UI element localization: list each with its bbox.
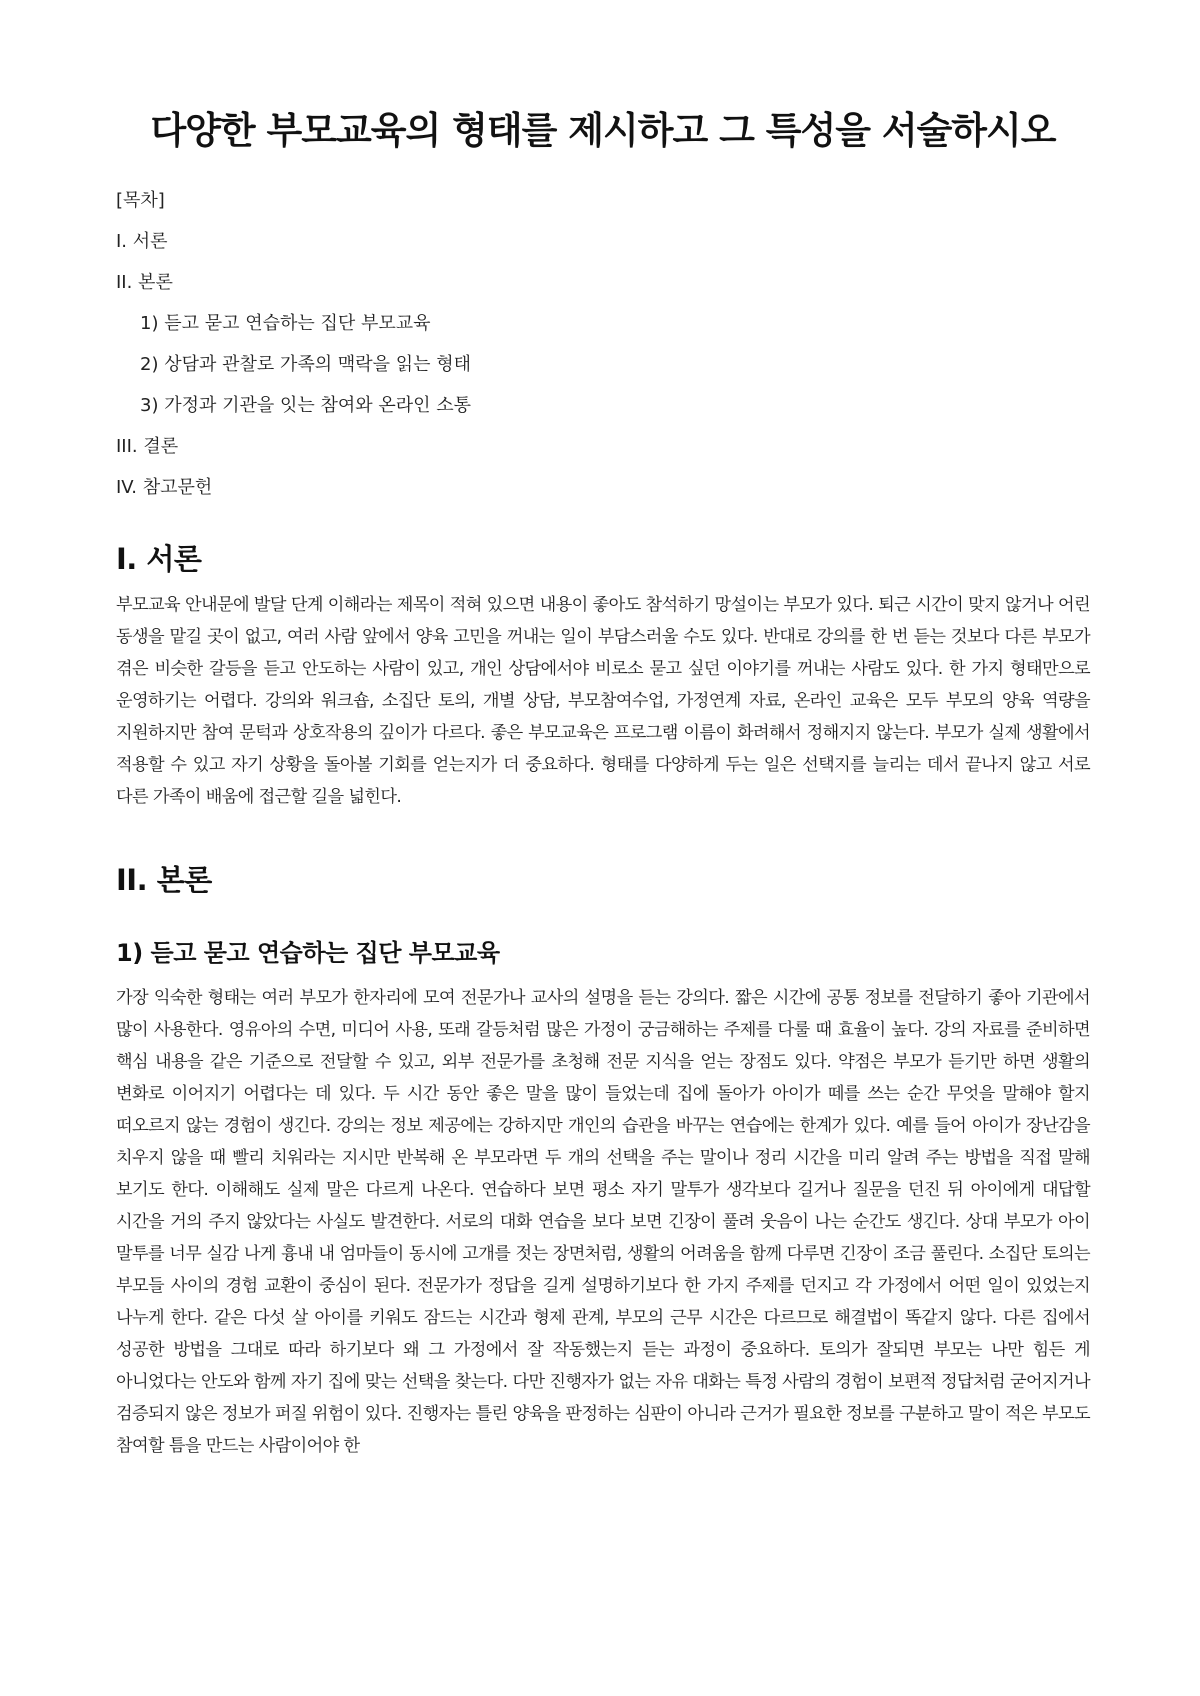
document-title: 다양한 부모교육의 형태를 제시하고 그 특성을 서술하시오 <box>150 109 1056 152</box>
toc-item-conclusion: III. 결론 <box>116 436 179 458</box>
toc-item-body-2: 2) 상담과 관찰로 가족의 맥락을 읽는 형태 <box>140 354 472 376</box>
table-of-contents <box>116 180 1090 508</box>
intro-section <box>116 542 1090 813</box>
intro-heading: I. 서론 <box>116 542 202 577</box>
toc-item-body-1: 1) 듣고 묻고 연습하는 집단 부모교육 <box>140 313 431 335</box>
body-section <box>116 863 1090 1462</box>
subsection-1-heading: 1) 듣고 묻고 연습하는 집단 부모교육 <box>116 938 500 967</box>
toc-item-references: IV. 참고문헌 <box>116 477 213 499</box>
subsection-1-paragraph: 가장 익숙한 형태는 여러 부모가 한자리에 모여 전문가나 교사의 설명을 듣는 강의다. 짧은 시간에 공통 정보를 전달하기 좋아 기관에서 많이 사용한다. 영유아의 수면, 미디어 사용, 또래 갈등처럼 많은 가정이 궁금해하는 주제를 다룰 때 효율이 높다. 강의 자료를 준비하면 핵심 내용을 같은 기준으로 전달할 수 있고, 외부 전문가를 초청해 전문 지식을 얻는 장점도 있다. 약점은 부모가 듣기만 하면 생활의 변화로 이어지기 어렵다는 데 있다. 두 시간 동안 좋은 말을 많이 들었는데 집에 돌아가 아이가 떼를 쓰는 순간 무엇을 말해야 할지 떠오르지 않는 경험이 생긴다. 강의는 정보 제공에는 강하지만 개인의 습관을 바꾸는 연습에는 한계가 있다. 예를 들어 아이가 장난감을 치우지 않을 때 빨리 치워라는 지시만 반복해 온 부모라면 두 개의 선택을 주는 말이나 정리 시간을 미리 알려 주는 방법을 직접 말해 보기도 한다. 이해해도 실제 말은 다르게 나온다. 연습하다 보면 평소 자기 말투가 생각보다 길거나 질문을 던진 뒤 아이에게 대답할 시간을 거의 주지 않았다는 사실도 발견한다. 서로의 대화 연습을 보다 보면 긴장이 풀려 웃음이 나는 순간도 생긴다. 상대 부모가 아이 말투를 너무 실감 나게 흉내 내 엄마들이 동시에 고개를 젓는 장면처럼, 생활의 어려움을 함께 다루면 긴장이 조금 풀린다. 소집단 토의는 부모들 사이의 경험 교환이 중심이 된다. 전문가가 정답을 길게 설명하기보다 한 가지 주제를 던지고 각 가정에서 어떤 일이 있었는지 나누게 한다. 같은 다섯 살 아이를 키워도 잠드는 시간과 형제 관계, 부모의 근무 시간은 다르므로 해결법이 똑같지 않다. 다른 집에서 성공한 방법을 그대로 따라 하기보다 왜 그 가정에서 잘 작동했는지 듣는 과정이 중요하다. 토의가 잘되면 부모는 나만 힘든 게 아니었다는 안도와 함께 자기 집에 맞는 선택을 찾는다. 다만 진행자가 없는 자유 대화는 특정 사람의 경험이 보편적 정답처럼 굳어지거나 검증되지 않은 정보가 퍼질 위험이 있다. 진행자는 틀린 양육을 판정하는 심판이 아니라 근거가 필요한 정보를 구분하고 말이 적은 부모도 참여할 틈을 만드는 사람이어야 한 <box>116 987 1090 1456</box>
toc-item-intro: I. 서론 <box>116 231 168 253</box>
toc-item-body: II. 본론 <box>116 272 173 294</box>
toc-heading: [목차] <box>116 190 165 212</box>
intro-paragraph: 부모교육 안내문에 발달 단계 이해라는 제목이 적혀 있으면 내용이 좋아도 참석하기 망설이는 부모가 있다. 퇴근 시간이 맞지 않거나 어린 동생을 맡길 곳이 없고, 여러 사람 앞에서 양육 고민을 꺼내는 일이 부담스러울 수도 있다. 반대로 강의를 한 번 듣는 것보다 다른 부모가 겪은 비슷한 갈등을 듣고 안도하는 사람이 있고, 개인 상담에서야 비로소 묻고 싶던 이야기를 꺼내는 사람도 있다. 한 가지 형태만으로 운영하기는 어렵다. 강의와 워크숍, 소집단 토의, 개별 상담, 부모참여수업, 가정연계 자료, 온라인 교육은 모두 부모의 양육 역량을 지원하지만 참여 문턱과 상호작용의 깊이가 다르다. 좋은 부모교육은 프로그램 이름이 화려해서 정해지지 않는다. 부모가 실제 생활에서 적용할 수 있고 자기 상황을 돌아볼 기회를 얻는지가 더 중요하다. 형태를 다양하게 두는 일은 선택지를 늘리는 데서 끝나지 않고 서로 다른 가족이 배움에 접근할 길을 넓힌다. <box>116 595 1090 808</box>
body-heading: II. 본론 <box>116 863 212 898</box>
section-spacer <box>116 813 1090 829</box>
toc-item-body-3: 3) 가정과 기관을 잇는 참여와 온라인 소통 <box>140 395 472 417</box>
